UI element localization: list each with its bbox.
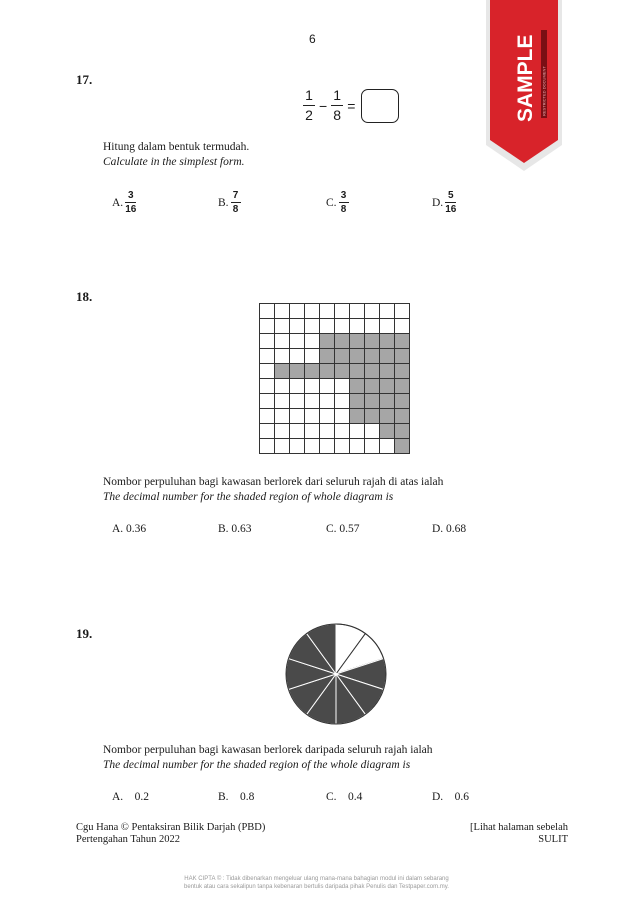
grid-cell	[365, 424, 380, 439]
grid-cell-shaded	[350, 349, 365, 364]
copyright-line1: HAK CIPTA © : Tidak dibenarkan mengeluar ulang mana-mana bahagian modul ini dalam sebarang	[184, 876, 449, 882]
grid-cell-shaded	[320, 334, 335, 349]
footer-right-line1: [Lihat halaman sebelah	[470, 822, 568, 833]
q18-grid-diagram	[259, 303, 410, 454]
q17-option-d-den: 16	[445, 204, 457, 215]
grid-cell	[335, 379, 350, 394]
q17-option-c-frac	[339, 190, 349, 215]
grid-cell	[305, 424, 320, 439]
grid-cell	[275, 334, 290, 349]
grid-cell-shaded	[335, 364, 350, 379]
grid-cell	[290, 424, 305, 439]
q17-number: 17.	[76, 72, 93, 87]
grid-cell-shaded	[395, 364, 410, 379]
q17-option-a-frac	[125, 190, 136, 215]
q19-option-d[interactable]: D. 0.6	[432, 791, 470, 803]
q17-option-b[interactable]	[218, 190, 241, 215]
grid-cell-shaded	[335, 349, 350, 364]
grid-cell	[365, 304, 380, 319]
grid-cell	[305, 319, 320, 334]
grid-cell	[350, 319, 365, 334]
q17-minus: −	[319, 97, 328, 114]
q18-option-d[interactable]: D. 0.68	[432, 523, 467, 535]
grid-cell-shaded	[365, 379, 380, 394]
grid-cell	[350, 439, 365, 454]
grid-cell	[260, 439, 275, 454]
q17-equals: =	[347, 97, 356, 114]
q17-option-b-num: 7	[232, 190, 239, 201]
grid-cell	[365, 439, 380, 454]
q17-option-d-frac	[445, 190, 456, 215]
grid-cell-shaded	[395, 349, 410, 364]
grid-cell-shaded	[365, 409, 380, 424]
q17-frac-b-den: 8	[333, 107, 342, 123]
q17-option-a[interactable]	[112, 190, 136, 215]
q17-option-b-letter: B.	[218, 196, 229, 209]
grid-cell	[380, 304, 395, 319]
grid-cell-shaded	[365, 364, 380, 379]
q17-answer-box[interactable]	[361, 89, 399, 123]
q17-option-d[interactable]	[432, 190, 456, 215]
grid-cell	[260, 349, 275, 364]
grid-cell	[395, 304, 410, 319]
q17-option-c-letter: C.	[326, 196, 337, 209]
grid-cell-shaded	[320, 349, 335, 364]
grid-cell-shaded	[335, 334, 350, 349]
grid-cell	[365, 319, 380, 334]
q17-frac-a	[303, 88, 315, 123]
q18-option-b[interactable]: B. 0.63	[218, 523, 252, 535]
grid-cell-shaded	[290, 364, 305, 379]
grid-cell	[260, 394, 275, 409]
grid-cell	[305, 349, 320, 364]
q19-option-a[interactable]: A. 0.2	[112, 791, 150, 803]
grid-cell	[260, 334, 275, 349]
grid-cell	[320, 304, 335, 319]
grid-cell	[260, 424, 275, 439]
q18-english: The decimal number for the shaded region of whole diagram is	[103, 491, 394, 503]
q17-option-a-letter: A.	[112, 196, 124, 209]
q17-option-d-num: 5	[447, 190, 454, 201]
grid-cell-shaded	[380, 334, 395, 349]
sample-label: SAMPLE	[514, 34, 537, 122]
grid-cell	[335, 319, 350, 334]
grid-cell-shaded	[305, 364, 320, 379]
q18-option-c[interactable]: C. 0.57	[326, 523, 360, 535]
copyright-line2: bentuk atau cara sekalipun tanpa kebenaran bertulis daripada pihak Penulis dan Testpaper.com.my.	[184, 884, 449, 890]
grid-cell	[335, 439, 350, 454]
q17-option-c[interactable]	[326, 190, 349, 215]
grid-cell	[335, 424, 350, 439]
q17-option-c-den: 8	[340, 204, 347, 215]
grid-cell	[380, 319, 395, 334]
footer-left-line1: Cgu Hana © Pentaksiran Bilik Darjah (PBD)	[76, 822, 266, 833]
grid-cell	[260, 409, 275, 424]
footer-right	[470, 822, 568, 846]
q17-frac-a-den: 2	[305, 107, 313, 123]
grid-cell-shaded	[380, 409, 395, 424]
grid-cell	[275, 394, 290, 409]
grid-cell	[290, 394, 305, 409]
grid-cell-shaded	[365, 349, 380, 364]
grid-cell	[380, 439, 395, 454]
grid-cell-shaded	[380, 364, 395, 379]
q19-option-c[interactable]: C. 0.4	[326, 791, 363, 803]
grid-cell-shaded	[395, 379, 410, 394]
q17-option-a-den: 16	[125, 204, 137, 215]
grid-cell	[290, 319, 305, 334]
q18-number: 18.	[76, 289, 93, 304]
q17-equation	[303, 88, 399, 123]
q19-option-b[interactable]: B. 0.8	[218, 791, 255, 803]
q17-option-a-num: 3	[127, 190, 134, 201]
grid-cell	[290, 334, 305, 349]
grid-cell	[305, 304, 320, 319]
q17-option-d-letter: D.	[432, 196, 444, 209]
grid-cell	[305, 394, 320, 409]
grid-cell	[350, 424, 365, 439]
grid-cell	[275, 349, 290, 364]
grid-cell-shaded	[350, 409, 365, 424]
grid-cell	[290, 409, 305, 424]
grid-cell-shaded	[380, 394, 395, 409]
grid-cell-shaded	[395, 394, 410, 409]
grid-cell	[305, 379, 320, 394]
grid-cell	[260, 319, 275, 334]
grid-cell	[290, 379, 305, 394]
grid-cell	[305, 334, 320, 349]
grid-cell	[320, 379, 335, 394]
grid-cell-shaded	[350, 379, 365, 394]
q17-frac-b-num: 1	[333, 87, 342, 103]
footer-left-line2: Pertengahan Tahun 2022	[76, 834, 181, 845]
grid-cell	[320, 409, 335, 424]
q17-option-b-frac	[231, 190, 241, 215]
grid-cell	[320, 424, 335, 439]
grid-cell-shaded	[350, 364, 365, 379]
grid-cell	[320, 394, 335, 409]
grid-cell-shaded	[350, 394, 365, 409]
grid-cell	[320, 439, 335, 454]
copyright-notice	[0, 875, 633, 891]
grid-cell-shaded	[275, 364, 290, 379]
grid-cell	[320, 319, 335, 334]
q19-malay: Nombor perpuluhan bagi kawasan berlorek daripada seluruh rajah ialah	[103, 744, 433, 756]
grid-cell	[275, 304, 290, 319]
grid-cell-shaded	[380, 349, 395, 364]
grid-cell-shaded	[365, 334, 380, 349]
q19-pie-diagram	[284, 622, 388, 731]
sample-badge	[485, 0, 563, 172]
q17-option-c-num: 3	[340, 190, 347, 201]
grid-cell-shaded	[395, 409, 410, 424]
grid-cell	[335, 304, 350, 319]
grid-cell-shaded	[380, 424, 395, 439]
grid-cell	[335, 409, 350, 424]
grid-cell	[275, 409, 290, 424]
grid-cell	[275, 319, 290, 334]
q17-frac-a-num: 1	[305, 87, 313, 103]
q18-option-a[interactable]: A. 0.36	[112, 523, 147, 535]
grid-cell	[290, 349, 305, 364]
grid-cell-shaded	[395, 424, 410, 439]
grid-cell	[335, 394, 350, 409]
grid-cell	[275, 379, 290, 394]
grid-cell-shaded	[365, 394, 380, 409]
q17-malay: Hitung dalam bentuk termudah.	[103, 141, 250, 153]
grid-cell	[275, 439, 290, 454]
q17-english: Calculate in the simplest form.	[103, 156, 245, 168]
grid-cell	[350, 304, 365, 319]
grid-cell	[260, 364, 275, 379]
grid-cell	[290, 439, 305, 454]
grid-cell-shaded	[350, 334, 365, 349]
grid-cell	[305, 439, 320, 454]
grid-cell	[395, 319, 410, 334]
grid-cell	[260, 304, 275, 319]
page-number: 6	[309, 32, 316, 46]
grid-cell	[290, 304, 305, 319]
footer-right-line2: SULIT	[538, 834, 568, 845]
footer-left	[76, 822, 265, 846]
grid-cell-shaded	[395, 439, 410, 454]
sample-sublabel: RESTRICTED DOCUMENT	[541, 66, 547, 116]
grid-cell	[260, 379, 275, 394]
grid-cell	[305, 409, 320, 424]
grid-cell-shaded	[380, 379, 395, 394]
q17-frac-b	[331, 88, 343, 123]
grid-cell-shaded	[320, 364, 335, 379]
q17-option-b-den: 8	[232, 204, 239, 215]
q19-english: The decimal number for the shaded region of the whole diagram is	[103, 759, 411, 771]
q19-number: 19.	[76, 626, 93, 641]
grid-cell	[275, 424, 290, 439]
q18-malay: Nombor perpuluhan bagi kawasan berlorek dari seluruh rajah di atas ialah	[103, 476, 444, 488]
grid-cell-shaded	[395, 334, 410, 349]
